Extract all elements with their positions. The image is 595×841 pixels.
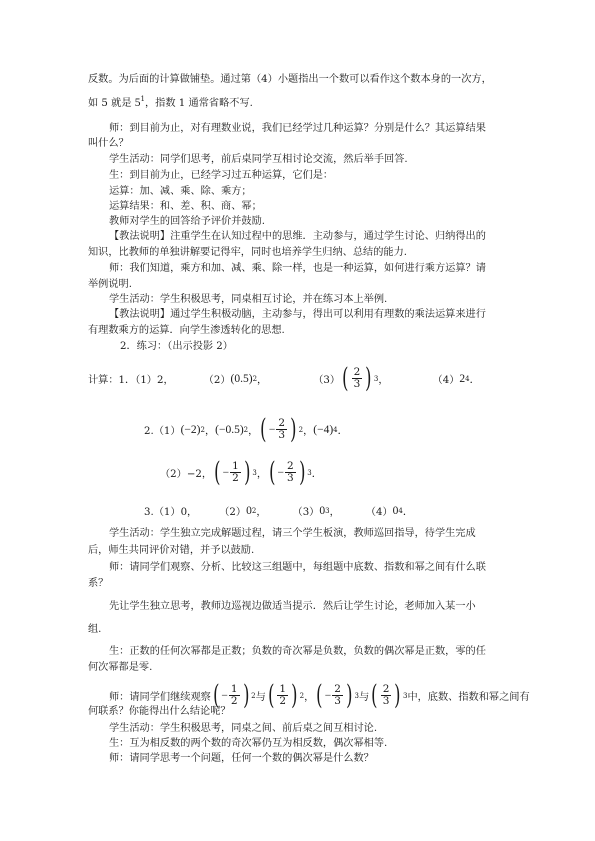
paragraph-line: 学生活动：学生独立完成解题过程，请三个学生板演，教师巡回指导，待学生完成 [109, 528, 476, 539]
exercise-label: （2）−2， [160, 469, 213, 480]
paragraph-line: 叫什么？ [88, 138, 129, 149]
comma: ， [378, 375, 389, 386]
paragraph-line: 师：请同学思考一个问题，任何一个数的偶次幂是什么数？ [109, 753, 374, 764]
item-label: （3） [292, 507, 320, 518]
paragraph-line: 运算结果：和、差、积、商、幂； [109, 201, 262, 212]
paragraph-line: 【教法说明】通过学生积极动脑，主动参与，得出可以利用有理数的乘法运算来进行 [109, 309, 486, 320]
paragraph-line: 生：正数的任何次幂都是正数；负数的奇次幂是负数，负数的偶次幂是正数，零的任 [109, 646, 486, 657]
paragraph-line [88, 97, 253, 110]
math-exponent: 1 [140, 95, 145, 103]
math-base: (−0.5) [215, 423, 244, 436]
comma: ， [257, 375, 268, 386]
math-base: 0 [319, 504, 326, 517]
observation-line [109, 679, 530, 711]
fraction-numerator: 2 [287, 460, 294, 472]
fraction-power: ( − $\frac{2}{3}$ ) 3 [316, 679, 359, 711]
text: 与 [359, 692, 370, 703]
exercise-row-2a: 2.（1） (−2) 2 ， (−0.5) 2 ， ( − $\frac{2}{3}$ ) 2 ， (−4) 4 ． [144, 413, 348, 445]
paragraph-line: 何联系？你能得出什么结论呢？ [88, 706, 231, 717]
fraction-denominator: 3 [353, 378, 361, 390]
paragraph-line: 先让学生独立思考，教师边巡视边做适当提示．然后让学生讨论，老师加入某一小 [109, 601, 476, 612]
fraction-power: ( $\frac{2}{3}$ ) 3 [342, 362, 379, 394]
paragraph-line: 生：到目前为止，已经学习过五种运算，它们是： [109, 170, 334, 181]
fraction-numerator: 2 [278, 417, 286, 429]
paragraph-line: 后，师生共同评价对错，并予以鼓励. [88, 545, 255, 556]
exercise-label: 计算：1．（1）2， [88, 375, 174, 386]
exercise-row-2b: （2）−2， ( − $\frac{1}{2}$ ) 3 ， ( − $\frac{2}{3}$ ) 3 ． [160, 456, 322, 488]
fraction-denominator: 3 [287, 472, 294, 484]
paragraph-line: 组. [88, 624, 102, 635]
exercise-label: 3.（1）0， [144, 507, 198, 518]
paragraph-line: 学生活动：同学们思考，前后桌同学互相讨论交流，然后举手回答. [109, 154, 408, 165]
exercise-label: 2.（1） [144, 426, 181, 437]
paragraph-line: 【教法说明】注重学生在认知过程中的思维．主动参与，通过学生讨论、归纳得出的 [109, 231, 486, 242]
exercise-heading: 2．练习：（出示投影 2） [120, 341, 233, 352]
paragraph-line: 生：互为相反数的两个数的奇次幂仍互为相反数，偶次幂相等. [109, 738, 388, 749]
fraction-denominator: 2 [279, 695, 287, 707]
text: 中，底数、指数和幂之间有 [407, 692, 530, 703]
text: 如 5 就是 [88, 98, 135, 109]
fraction-power: ( − $\frac{1}{2}$ ) 3 [214, 456, 257, 488]
paragraph-line: 师：我们知道，乘方和加、减、乘、除一样，也是一种运算，如何进行乘方运算？请 [109, 263, 486, 274]
fraction-numerator: 2 [353, 366, 361, 378]
text: ， [304, 692, 315, 703]
math-base: 0 [392, 504, 399, 517]
fraction-denominator: 2 [232, 472, 239, 484]
paragraph-line: 何次幂都是零. [88, 662, 153, 673]
fraction-power: ( $\frac{1}{2}$ ) 2 [267, 679, 305, 711]
paragraph-line: 学生活动：学生积极思考，同桌之间、前后桌之间互相讨论. [109, 723, 378, 734]
fraction-power: ( − $\frac{2}{3}$ ) 2 [260, 413, 304, 445]
exercise-row-3: 3.（1）0， （2） 0 2 ， （3） 0 3 ， （4） 0 4 ． [144, 504, 414, 518]
item-label: （2） [219, 507, 247, 518]
paragraph-line: 系？ [88, 578, 109, 589]
paragraph-line: 师：请同学们观察、分析、比较这三组题中，每组题中底数、指数和幂之间有什么联 [109, 562, 486, 573]
paragraph-line: 运算：加、减、乘、除、乘方； [109, 186, 252, 197]
text: ，指数 1 通常省略不写. [144, 98, 253, 109]
fraction-numerator: 2 [334, 683, 341, 695]
text: 与 [255, 692, 266, 703]
math-base: 2 [459, 372, 466, 385]
paragraph-line: 学生活动：学生积极思考，同桌相互讨论，并在练习本上举例. [109, 294, 388, 305]
math-base: 0 [246, 504, 252, 517]
fraction-numerator: 1 [279, 683, 287, 695]
fraction-numerator: 1 [232, 460, 239, 472]
item-label: （4） [432, 375, 460, 386]
fraction-numerator: 1 [230, 683, 238, 695]
math-base: (−4) [313, 423, 334, 436]
fraction-power: ( − $\frac{1}{2}$ ) 2 [212, 679, 256, 711]
fraction-denominator: 3 [382, 695, 390, 707]
math-base: (0.5) [230, 372, 253, 385]
fraction-numerator: 2 [382, 683, 390, 695]
math-base: (−2) [180, 423, 201, 436]
paragraph-line: 教师对学生的回答给予评价并鼓励. [109, 216, 266, 227]
item-label: （3） [313, 375, 341, 386]
paragraph-line: 举例说明. [88, 279, 132, 290]
paragraph-line: 知识，比教师的单独讲解要记得牢，同时也培养学生归纳、总结的能力. [88, 247, 408, 258]
text: 师：请同学们继续观察 [109, 692, 211, 703]
math-base: 5 [134, 97, 141, 109]
fraction-denominator: 3 [334, 695, 341, 707]
fraction-denominator: 2 [230, 695, 238, 707]
exercise-row-1: 计算：1．（1）2， （2） (0.5) 2 ， （3） ( $\frac{2}{3}$ ) 3 ， （4） 2 4 ． [88, 362, 480, 394]
item-label: （2） [203, 375, 231, 386]
fraction-power: ( − $\frac{2}{3}$ ) 3 [269, 456, 312, 488]
paragraph-line: 反数。为后面的计算做铺垫。通过第（4）小题指出一个数可以看作这个数本身的一次方， [88, 74, 492, 85]
item-label: （4） [365, 507, 393, 518]
fraction-denominator: 3 [278, 429, 286, 441]
paragraph-line: 有理数乘方的运算．向学生渗透转化的思想. [88, 325, 285, 336]
paragraph-line: 师：到目前为止，对有理数业说，我们已经学过几种运算？分别是什么？其运算结果 [109, 123, 486, 134]
fraction-power: ( $\frac{2}{3}$ ) 3 [371, 679, 408, 711]
